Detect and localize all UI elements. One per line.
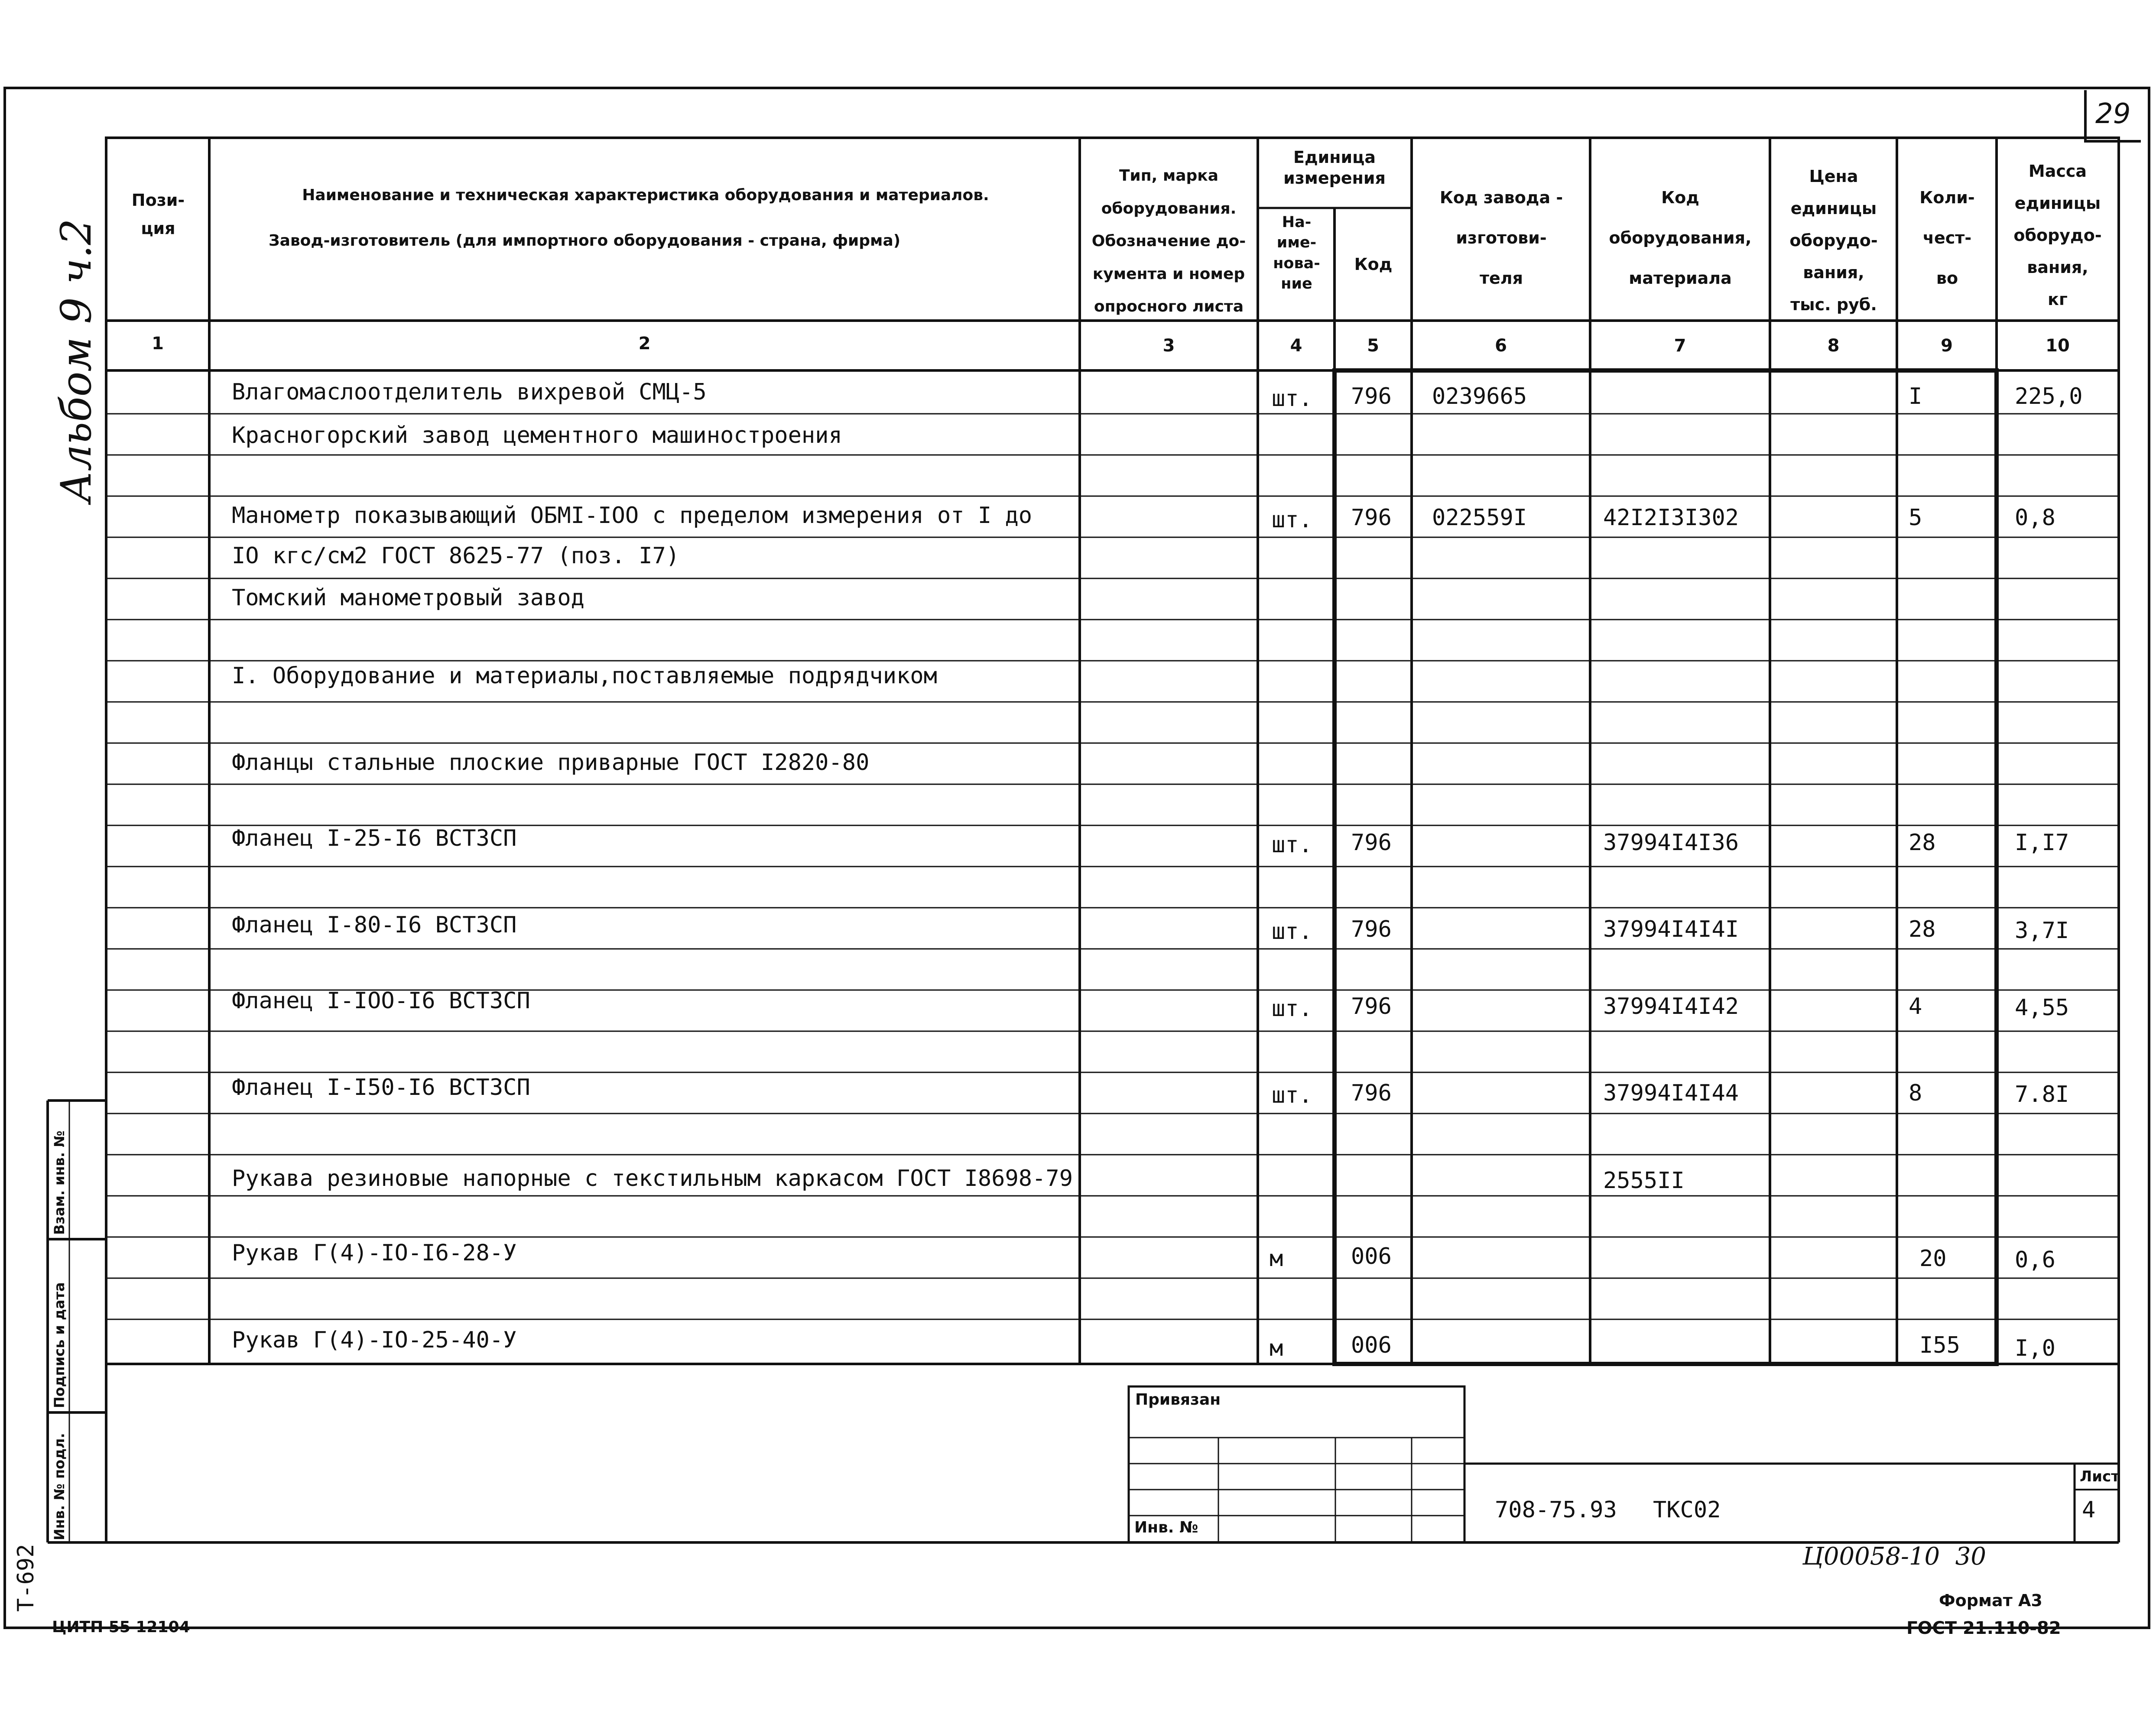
table-row-name: Фланец I-25-I6 ВСТ3СП bbox=[232, 825, 517, 851]
gost-label: ГОСТ 21.110-82 bbox=[1906, 1618, 2061, 1638]
table-row-quantity: 28 bbox=[1909, 916, 1936, 942]
colnum-1: 1 bbox=[152, 334, 164, 354]
table-row-quantity: 28 bbox=[1909, 830, 1936, 856]
table-row-mass: I,0 bbox=[2015, 1335, 2055, 1361]
table-row-name: Влагомаслоотделитель вихревой СМЦ-5 bbox=[232, 379, 707, 405]
table-row-name: I. Оборудование и материалы,поставляемые подрядчиком bbox=[232, 663, 937, 689]
stamp-inv-podl: Инв. № подл. bbox=[51, 1433, 68, 1540]
format-label: Формат А3 bbox=[1939, 1591, 2042, 1610]
sheet-number: 4 bbox=[2082, 1497, 2096, 1523]
sheet-label: Лист bbox=[2080, 1468, 2120, 1485]
table-row-unit: шт. bbox=[1272, 832, 1312, 858]
document-code: 708-75.93 bbox=[1495, 1497, 1617, 1523]
table-row-code: 796 bbox=[1351, 830, 1392, 856]
table-row-name: Рукав Г(4)-IО-I6-28-У bbox=[232, 1240, 517, 1266]
table-row-name: Томский манометровый завод bbox=[232, 585, 584, 611]
table-row-mass: 3,7I bbox=[2015, 918, 2069, 944]
table-row-code: 796 bbox=[1351, 916, 1392, 942]
table-row-unit: шт. bbox=[1272, 919, 1312, 945]
table-row-unit: м bbox=[1270, 1246, 1283, 1272]
privyazan-label: Привязан bbox=[1135, 1391, 1221, 1409]
table-row-code: 796 bbox=[1351, 383, 1392, 409]
table-row-mass: 7.8I bbox=[2015, 1081, 2069, 1107]
header-price: Цена единицы оборудо- вания, тыс. руб. bbox=[1789, 167, 1878, 315]
stamp-vzam-inv: Взам. инв. № bbox=[51, 1130, 68, 1235]
table-row-quantity: I bbox=[1909, 383, 1922, 409]
table-row-unit: шт. bbox=[1272, 1082, 1312, 1108]
header-mass: Масса единицы оборудо- вания, кг bbox=[2013, 162, 2102, 309]
header-unit-name: На- име- нова- ние bbox=[1273, 214, 1320, 292]
table-row-mass: 225,0 bbox=[2015, 383, 2083, 409]
table-row-code: 796 bbox=[1351, 993, 1392, 1019]
page-number: 29 bbox=[2095, 98, 2131, 130]
table-row-unit: шт. bbox=[1272, 386, 1312, 412]
table-row-unit: шт. bbox=[1272, 507, 1312, 533]
colnum-8: 8 bbox=[1827, 336, 1840, 356]
colnum-10: 10 bbox=[2046, 336, 2070, 356]
table-row-quantity: 20 bbox=[1919, 1246, 1947, 1272]
table-row-material-code: 37994I4I44 bbox=[1603, 1080, 1739, 1106]
header-type: Тип, марка оборудования. Обозначение до- кумента и номер опросного листа bbox=[1091, 167, 1246, 316]
table-row-material-code: 37994I4I36 bbox=[1603, 830, 1739, 856]
table-row-material-code: 42I2I3I302 bbox=[1603, 505, 1739, 531]
inv-no-label: Инв. № bbox=[1134, 1519, 1198, 1536]
t-mark: Т-692 bbox=[13, 1544, 39, 1612]
table-row-quantity: I55 bbox=[1919, 1332, 1960, 1358]
colnum-3: 3 bbox=[1162, 336, 1175, 356]
album-label: Альбом 9 ч.2 bbox=[52, 218, 101, 503]
table-row-quantity: 4 bbox=[1909, 993, 1922, 1019]
table-row-mass: 0,8 bbox=[2015, 505, 2055, 531]
colnum-6: 6 bbox=[1495, 336, 1507, 356]
table-row-code: 006 bbox=[1351, 1332, 1392, 1358]
header-position: Пози- ция bbox=[131, 191, 185, 238]
header-factory-code: Код завода - изготови- теля bbox=[1439, 188, 1563, 288]
table-row-name: IО кгс/см2 ГОСТ 8625-77 (поз. I7) bbox=[232, 543, 680, 569]
table-row-name: Фланец I-IОО-I6 ВСТ3СП bbox=[232, 988, 530, 1014]
table-row-material-code: 37994I4I4I bbox=[1603, 916, 1739, 942]
table-row-mass: 0,6 bbox=[2015, 1247, 2055, 1273]
header-material-code: Код оборудования, материала bbox=[1609, 188, 1752, 288]
table-row-name: Рукав Г(4)-IО-25-40-У bbox=[232, 1327, 517, 1353]
table-row-name: Фланец I-80-I6 ВСТ3СП bbox=[232, 912, 517, 938]
table-row-mass: 4,55 bbox=[2015, 995, 2069, 1021]
table-row-quantity: 8 bbox=[1909, 1080, 1922, 1106]
table-row-mass: I,I7 bbox=[2015, 830, 2069, 856]
table-row-code: 006 bbox=[1351, 1243, 1392, 1269]
table-row-name: Красногорский завод цементного машиностроения bbox=[232, 422, 842, 448]
table-row-name: Рукава резиновые напорные с текстильным каркасом ГОСТ I8698-79 bbox=[232, 1166, 1073, 1192]
table-row-name: Манометр показывающий ОБМI-IОО с пределом измерения от I до bbox=[232, 503, 1033, 529]
table-row-quantity: 5 bbox=[1909, 505, 1922, 531]
table-row-name: Фланцы стальные плоские приварные ГОСТ I2820-80 bbox=[232, 750, 870, 776]
table-row-code: 796 bbox=[1351, 1080, 1392, 1106]
header-name-line1: Наименование и техническая характеристика оборудования и материалов. bbox=[302, 186, 989, 204]
printer-label: ЦИТП 55 12104 bbox=[52, 1618, 190, 1636]
table-row-factory-code: 0239665 bbox=[1432, 383, 1527, 409]
stamp-podpis-data: Подпись и дата bbox=[51, 1282, 68, 1408]
table-row-unit: м bbox=[1270, 1335, 1283, 1361]
table-row-unit: шт. bbox=[1272, 996, 1312, 1022]
header-unit-code: Код bbox=[1354, 255, 1393, 274]
header-unit: Единица измерения bbox=[1283, 148, 1386, 188]
table-row-material-code: 2555II bbox=[1603, 1168, 1685, 1194]
header-quantity: Коли- чест- во bbox=[1919, 188, 1975, 288]
colnum-9: 9 bbox=[1941, 336, 1953, 356]
colnum-2: 2 bbox=[638, 334, 651, 354]
table-row-name: Фланец I-I50-I6 ВСТ3СП bbox=[232, 1075, 530, 1101]
table-row-code: 796 bbox=[1351, 505, 1392, 531]
colnum-5: 5 bbox=[1367, 336, 1379, 356]
table-row-factory-code: 022559I bbox=[1432, 505, 1527, 531]
handwritten-reference: Ц00058-10 30 bbox=[1802, 1542, 1987, 1571]
colnum-7: 7 bbox=[1674, 336, 1686, 356]
colnum-4: 4 bbox=[1290, 336, 1302, 356]
document-suffix: ТКС02 bbox=[1653, 1497, 1721, 1523]
table-row-material-code: 37994I4I42 bbox=[1603, 993, 1739, 1019]
header-name-line2: Завод-изготовитель (для импортного оборудования - страна, фирма) bbox=[269, 232, 901, 250]
